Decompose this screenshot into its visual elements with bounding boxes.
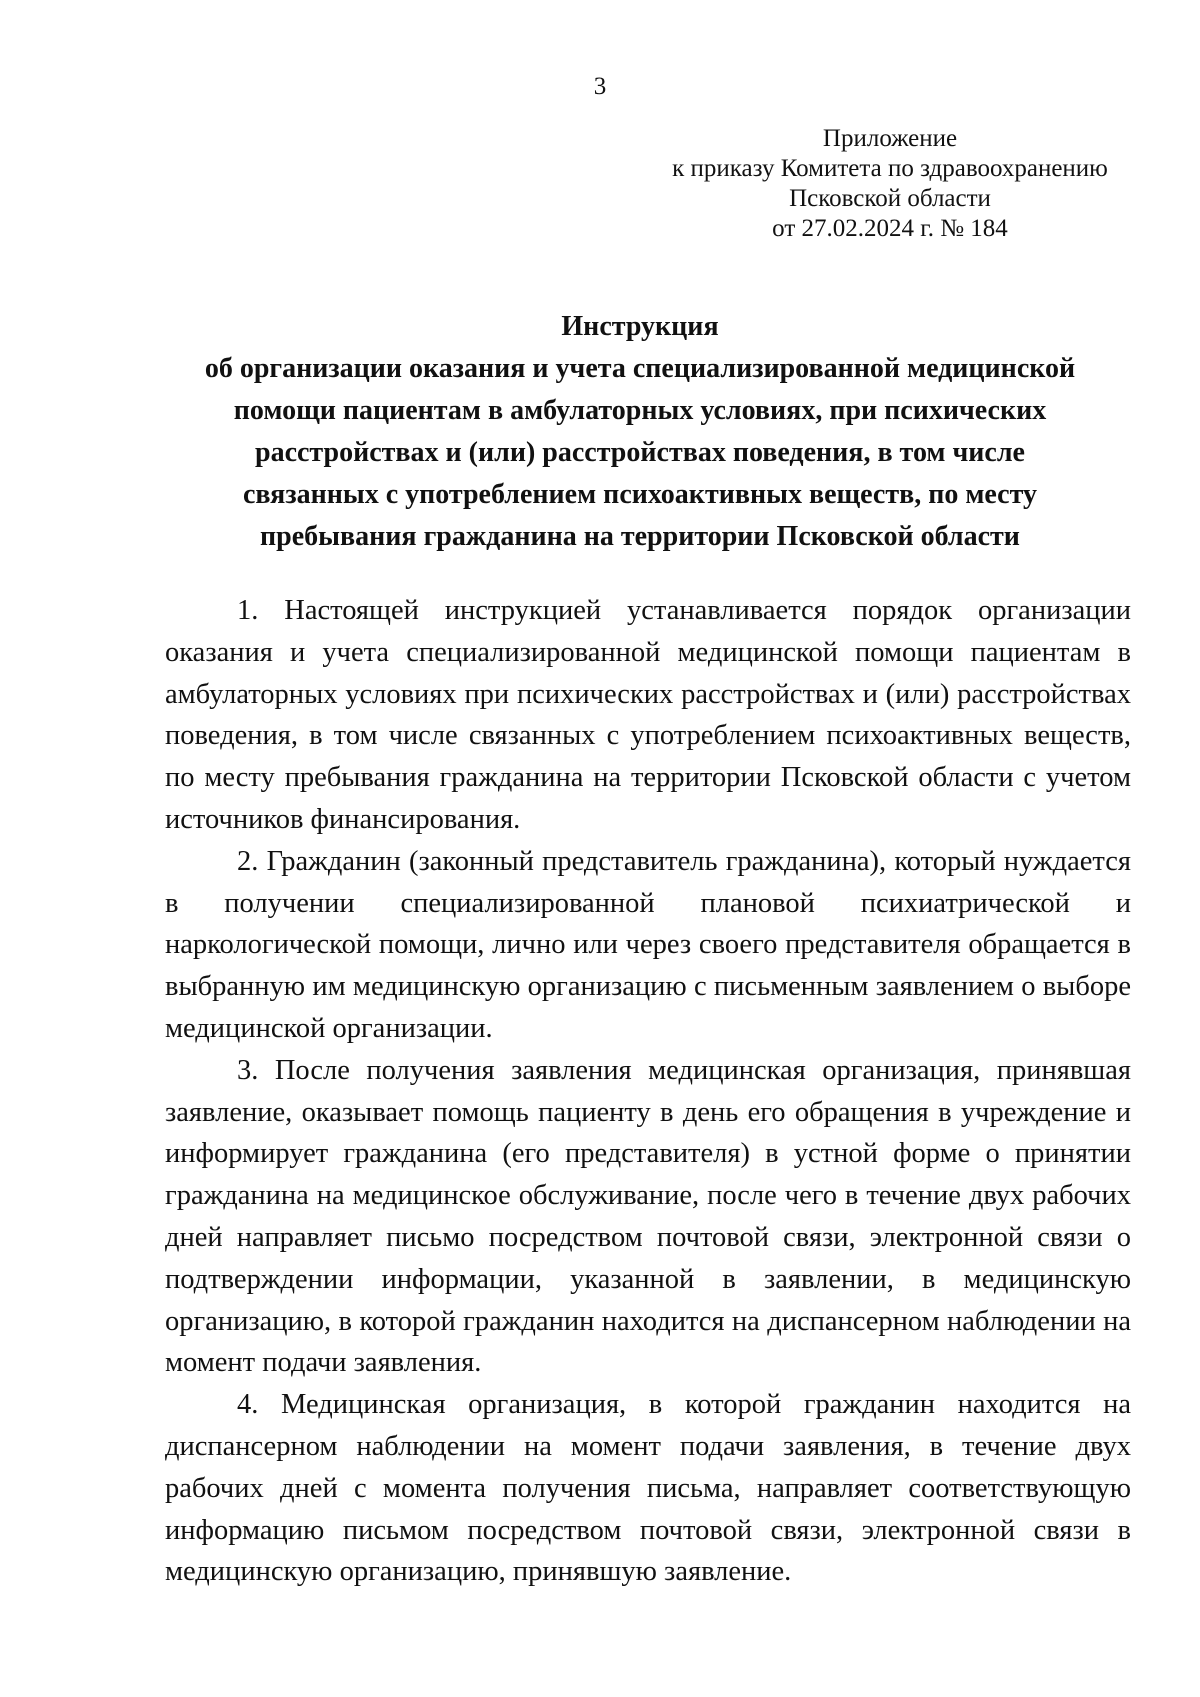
appendix-line: от 27.02.2024 г. № 184 bbox=[772, 215, 1008, 242]
paragraph-2: 2. Гражданин (законный представитель гражданина), который нуждается в получении специализированной плановой психиатрической и наркологической помощи, лично или через своего представителя обращается в выбранную им медицинскую организацию с письменным заявлением о выборе медицинской организации. bbox=[165, 845, 1131, 1044]
title-heading: Инструкция bbox=[561, 311, 719, 342]
title-line: помощи пациентам в амбулаторных условиях, при психических bbox=[233, 395, 1047, 426]
title-line: связанных с употреблением психоактивных веществ, по месту bbox=[242, 479, 1037, 510]
title-line: об организации оказания и учета специализированной медицинской bbox=[204, 353, 1076, 384]
paragraph-4: 4. Медицинская организация, в которой гражданин находится на диспансерном наблюдении на момент подачи заявления, в течение двух рабочих дней с момента получения письма, направляет соответствующую информацию письмом посредством почтовой связи, электронной связи в медицинскую организацию, принявшую заявление. bbox=[165, 1389, 1131, 1588]
paragraph-3: 3. После получения заявления медицинская организация, принявшая заявление, оказывает помощь пациенту в день его обращения в учреждение и информирует гражданина (его представителя) в устной форме о принятии гражданина на медицинское обслуживание, после чего в течение двух рабочих дней направляет письмо посредством почтовой связи, электронной связи о подтверждении информации, указанной в заявлении, в медицинскую организацию, в которой гражданин находится на диспансерном наблюдении на момент подачи заявления. bbox=[165, 1054, 1131, 1379]
appendix-block bbox=[640, 124, 1140, 244]
document-title bbox=[150, 306, 1130, 558]
paragraph-1: 1. Настоящей инструкцией устанавливается порядок организации оказания и учета специализированной медицинской помощи пациентам в амбулаторных условиях при психических расстройствах и (или) расстройствах поведения, в том числе связанных с употреблением психоактивных веществ, по месту пребывания гражданина на территории Псковской области с учетом источников финансирования. bbox=[165, 595, 1131, 835]
page-number: 3 bbox=[593, 73, 607, 100]
appendix-line: к приказу Комитета по здравоохранению bbox=[672, 155, 1108, 182]
title-line: расстройствах и (или) расстройствах поведения, в том числе bbox=[255, 437, 1025, 468]
appendix-line: Приложение bbox=[822, 125, 958, 152]
document-body bbox=[165, 590, 1131, 1593]
appendix-line: Псковской области bbox=[789, 185, 991, 212]
title-line: пребывания гражданина на территории Псковской области bbox=[260, 521, 1020, 552]
